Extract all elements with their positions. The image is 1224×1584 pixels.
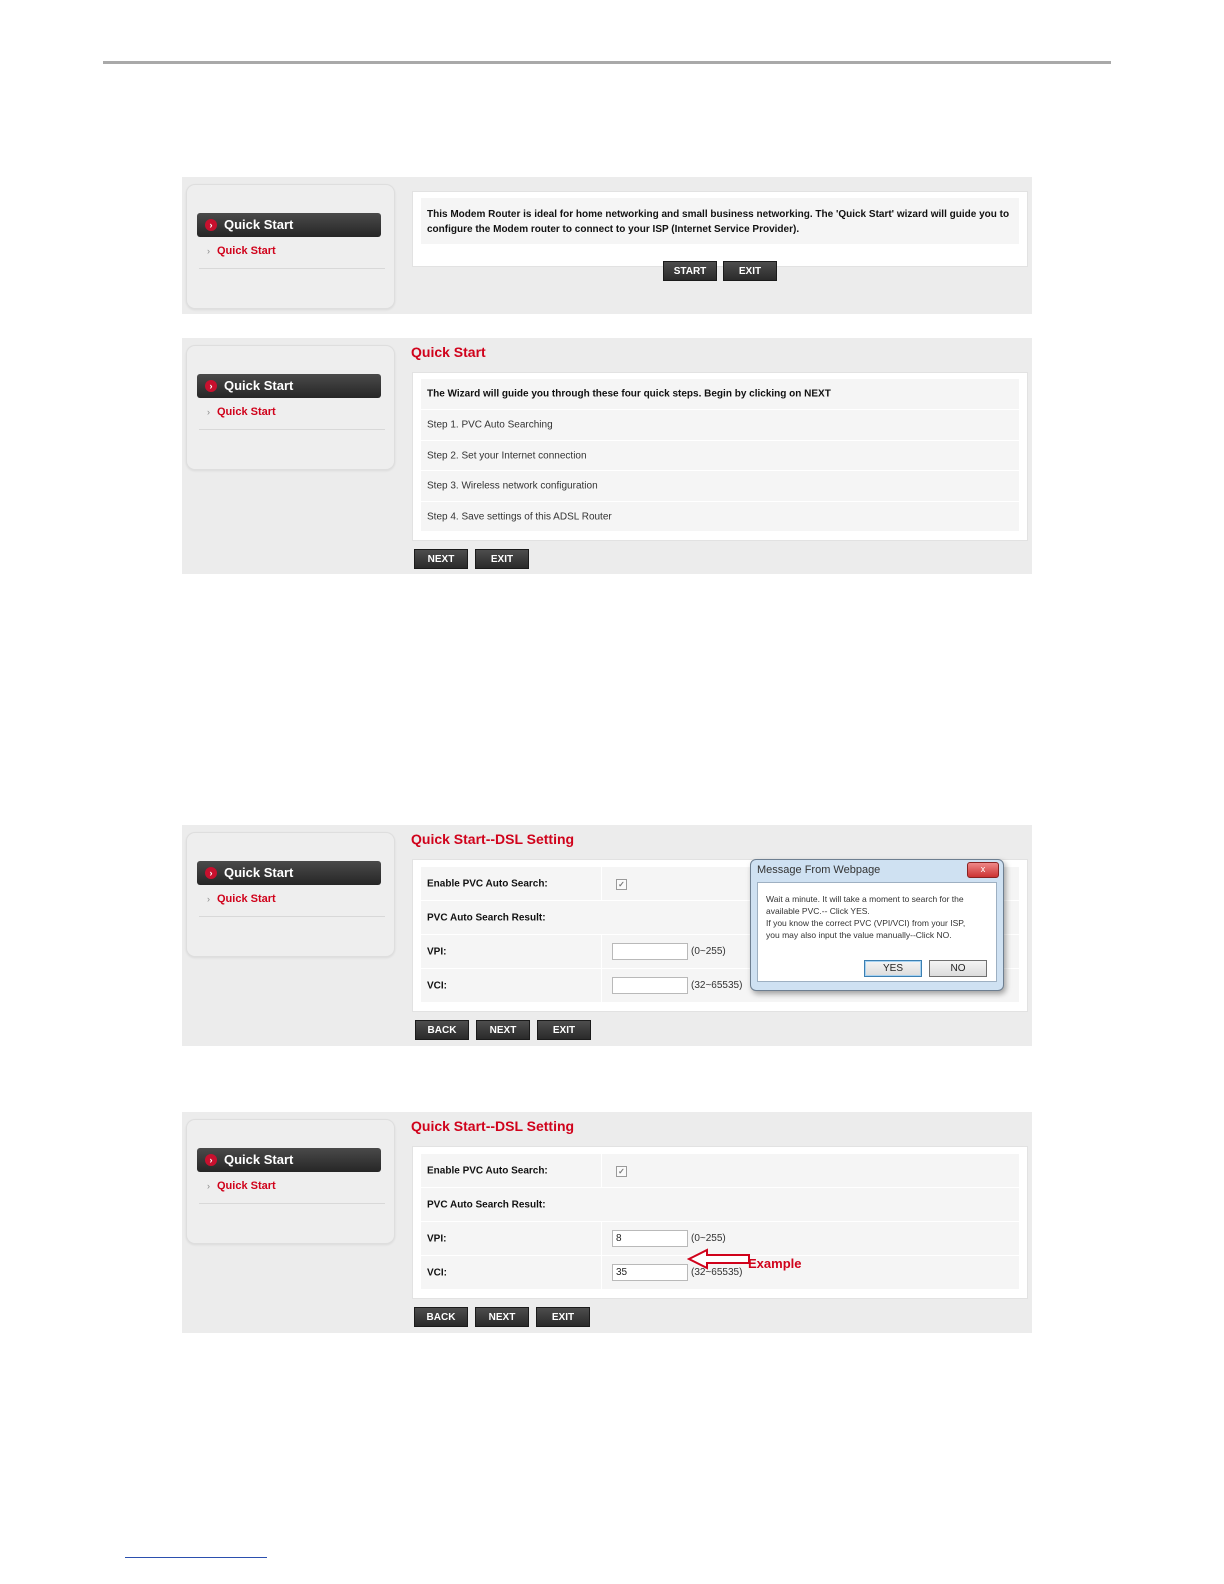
list-item xyxy=(421,471,1019,501)
table-cell xyxy=(601,1222,602,1255)
step-text: Step 3. Wireless network configuration xyxy=(427,480,598,492)
screenshot-dsl-setting-dialog xyxy=(182,825,1032,1046)
table-row xyxy=(421,1188,1019,1221)
intro-row xyxy=(421,198,1019,244)
table-cell xyxy=(601,935,602,968)
vpi-range: (0~255) xyxy=(691,946,726,957)
sidebar xyxy=(186,1119,395,1244)
enable-pvc-checkbox[interactable]: ✓ xyxy=(616,879,627,890)
vci-label: VCI: xyxy=(427,1267,447,1278)
dialog-line: Wait a minute. It will take a moment to search for the xyxy=(766,894,964,904)
enable-pvc-label: Enable PVC Auto Search: xyxy=(427,878,548,889)
intro-box xyxy=(412,191,1028,267)
example-annotation: Example xyxy=(748,1256,802,1271)
dialog-line: available PVC.-- Click YES. xyxy=(766,906,870,916)
screenshot-wizard-steps xyxy=(182,338,1032,574)
sidebar-divider xyxy=(199,916,385,917)
vpi-input[interactable] xyxy=(612,943,688,960)
caret-icon: › xyxy=(207,1181,210,1191)
chevron-right-icon: › xyxy=(205,1154,217,1166)
yes-button[interactable]: YES xyxy=(864,960,922,977)
screenshot-dsl-setting-example xyxy=(182,1112,1032,1333)
no-button[interactable]: NO xyxy=(929,960,987,977)
back-button[interactable]: BACK xyxy=(415,1020,469,1040)
dialog-body xyxy=(757,882,997,982)
vpi-input[interactable] xyxy=(612,1230,688,1247)
page-top-rule xyxy=(103,61,1111,64)
exit-button[interactable]: EXIT xyxy=(723,261,777,281)
dialog-line: If you know the correct PVC (VPI/VCI) from your ISP, xyxy=(766,918,966,928)
lead-text: The Wizard will guide you through these four quick steps. Begin by clicking on NEXT xyxy=(427,388,831,400)
sidebar-divider xyxy=(199,1203,385,1204)
start-button[interactable]: START xyxy=(663,261,717,281)
enable-pvc-checkbox[interactable]: ✓ xyxy=(616,1166,627,1177)
sidebar xyxy=(186,184,395,309)
table-cell xyxy=(601,969,602,1002)
next-button[interactable]: NEXT xyxy=(476,1020,530,1040)
sidebar-header-quick-start[interactable] xyxy=(197,861,381,885)
dialog-line: you may also input the value manually--Click NO. xyxy=(766,930,952,940)
table-cell xyxy=(601,867,602,900)
page-title: Quick Start xyxy=(411,344,486,360)
pvc-result-label: PVC Auto Search Result: xyxy=(427,912,546,923)
vpi-label: VPI: xyxy=(427,1233,447,1244)
chevron-right-icon: › xyxy=(205,380,217,392)
dialog-title: Message From Webpage xyxy=(757,864,881,876)
step-text: Step 2. Set your Internet connection xyxy=(427,450,587,461)
vci-label: VCI: xyxy=(427,980,447,991)
arrow-left-icon xyxy=(687,1248,751,1270)
step-text: Step 1. PVC Auto Searching xyxy=(427,419,553,431)
sidebar-item-label: Quick Start xyxy=(217,893,276,905)
footnote-rule xyxy=(125,1557,267,1558)
sidebar-item-quick-start[interactable] xyxy=(207,245,276,257)
sidebar-item-label: Quick Start xyxy=(217,245,276,257)
sidebar-item-quick-start[interactable] xyxy=(207,893,276,905)
next-button[interactable]: NEXT xyxy=(475,1307,529,1327)
sidebar-header-quick-start[interactable] xyxy=(197,374,381,398)
vpi-label: VPI: xyxy=(427,946,447,957)
next-button[interactable]: NEXT xyxy=(414,549,468,569)
screenshot-welcome xyxy=(182,177,1032,314)
caret-icon: › xyxy=(207,407,210,417)
message-dialog xyxy=(750,859,1004,991)
chevron-right-icon: › xyxy=(205,219,217,231)
list-item xyxy=(421,410,1019,440)
dialog-message xyxy=(766,893,990,941)
table-cell xyxy=(601,1256,602,1289)
vci-input[interactable] xyxy=(612,1264,688,1281)
vci-input[interactable] xyxy=(612,977,688,994)
exit-button[interactable]: EXIT xyxy=(536,1307,590,1327)
back-button[interactable]: BACK xyxy=(414,1307,468,1327)
list-item xyxy=(421,502,1019,531)
caret-icon: › xyxy=(207,246,210,256)
dsl-form xyxy=(412,1146,1028,1299)
pvc-result-label: PVC Auto Search Result: xyxy=(427,1199,546,1210)
vpi-range: (0~255) xyxy=(691,1233,726,1244)
list-item xyxy=(421,441,1019,470)
close-icon[interactable]: x xyxy=(967,862,999,878)
enable-pvc-label: Enable PVC Auto Search: xyxy=(427,1165,548,1176)
sidebar-item-quick-start[interactable] xyxy=(207,406,276,418)
sidebar-item-label: Quick Start xyxy=(217,406,276,418)
sidebar xyxy=(186,345,395,470)
sidebar-item-quick-start[interactable] xyxy=(207,1180,276,1192)
sidebar-item-label: Quick Start xyxy=(217,1180,276,1192)
vci-range: (32~65535) xyxy=(691,980,743,991)
caret-icon: › xyxy=(207,894,210,904)
sidebar-header-quick-start[interactable] xyxy=(197,1148,381,1172)
sidebar-divider xyxy=(199,268,385,269)
exit-button[interactable]: EXIT xyxy=(475,549,529,569)
lead-row xyxy=(421,379,1019,409)
page-title: Quick Start--DSL Setting xyxy=(411,1118,575,1134)
sidebar-header-label: Quick Start xyxy=(224,865,294,880)
table-cell xyxy=(601,1154,602,1187)
exit-button[interactable]: EXIT xyxy=(537,1020,591,1040)
sidebar-header-quick-start[interactable] xyxy=(197,213,381,237)
vci-range: (32~65535) xyxy=(691,1267,743,1278)
steps-box xyxy=(412,372,1028,541)
sidebar-header-label: Quick Start xyxy=(224,1152,294,1167)
sidebar-divider xyxy=(199,429,385,430)
sidebar-header-label: Quick Start xyxy=(224,217,294,232)
intro-text: This Modem Router is ideal for home networking and small business networking. The 'Quick Start' wizard will guide you to configure the Modem router to connect to your ISP (Internet Service Provider). xyxy=(427,209,1010,235)
page-title: Quick Start--DSL Setting xyxy=(411,831,575,847)
chevron-right-icon: › xyxy=(205,867,217,879)
sidebar-header-label: Quick Start xyxy=(224,378,294,393)
table-row xyxy=(421,1154,1019,1187)
sidebar xyxy=(186,832,395,957)
step-text: Step 4. Save settings of this ADSL Router xyxy=(427,511,612,522)
